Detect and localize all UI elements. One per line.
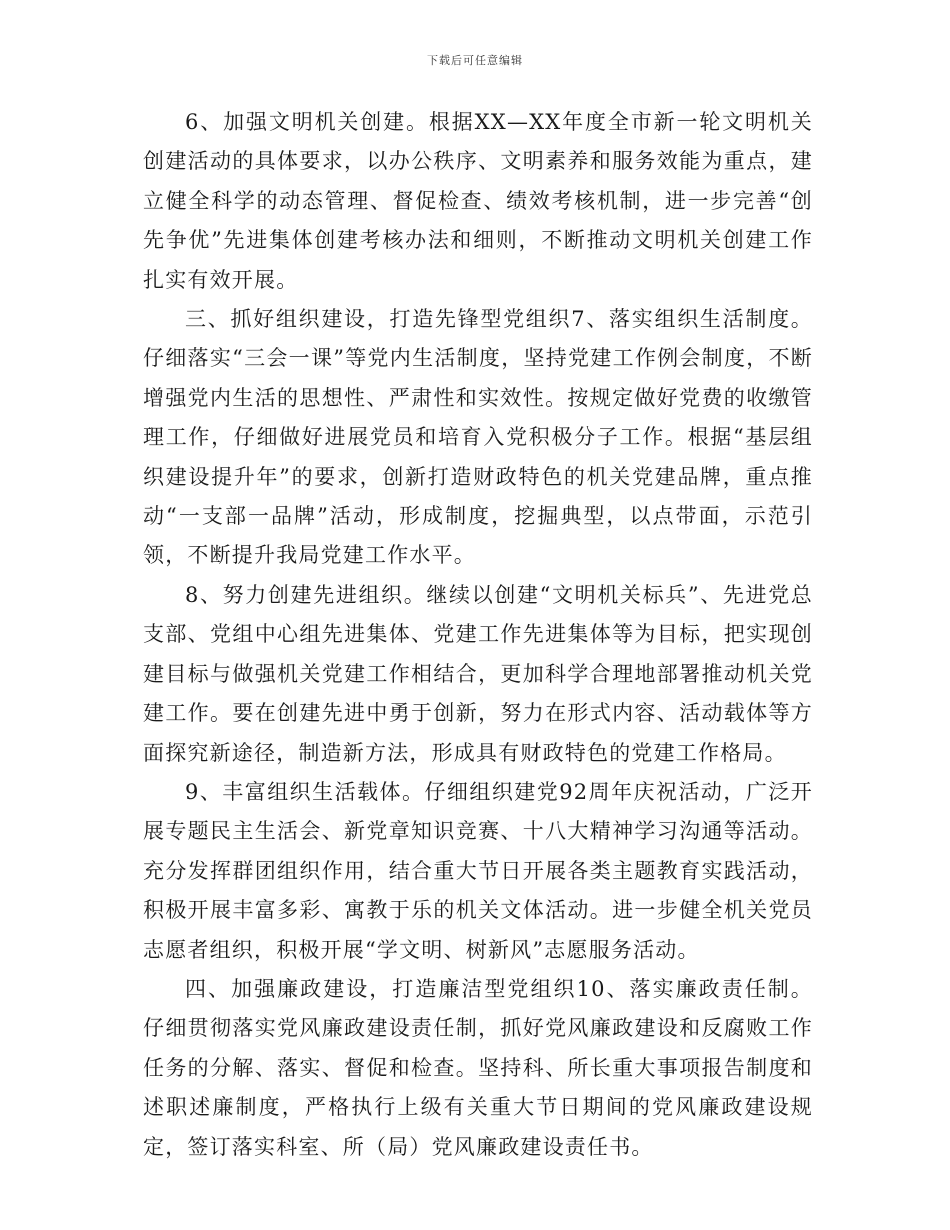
- paragraph-integrity-building: 四、加强廉政建设，打造廉洁型党组织10、落实廉政责任制。仔细贯彻落实党风廉政建设责任制，抓好党风廉政建设和反腐败工作任务的分解、落实、督促和检查。坚持科、所长重大事项报告制度和述职述廉制度，严格执行上级有关重大节日期间的党风廉政建设规定，签订落实科室、所（局）党风廉政建设责任书。: [143, 976, 813, 1159]
- page-header: 下载后可任意编辑: [427, 54, 523, 67]
- document-body: [143, 103, 813, 1167]
- paragraph-organization-activities: 9、丰富组织生活载体。仔细组织建党92周年庆祝活动，广泛开展专题民主生活会、新党章知识竞赛、十八大精神学习沟通等活动。充分发挥群团组织作用，结合重大节日开展各类主题教育实践活动，积极开展丰富多彩、寓教于乐的机关文体活动。进一步健全机关党员志愿者组织，积极开展“学文明、树新风”志愿服务活动。: [143, 779, 813, 962]
- paragraph-advanced-organization: 8、努力创建先进组织。继续以创建“文明机关标兵”、先进党总支部、党组中心组先进集体、党建工作先进集体等为目标，把实现创建目标与做强机关党建工作相结合，更加科学合理地部署推动机关党建工作。要在创建先进中勇于创新，努力在形式内容、活动载体等方面探究新途径，制造新方法，形成具有财政特色的党建工作格局。: [143, 582, 813, 765]
- paragraph-civilized-office: 6、加强文明机关创建。根据XX—XX年度全市新一轮文明机关创建活动的具体要求，以办公秩序、文明素养和服务效能为重点，建立健全科学的动态管理、督促检查、绩效考核机制，进一步完善“创先争优”先进集体创建考核办法和细则，不断推动文明机关创建工作扎实有效开展。: [143, 110, 813, 292]
- paragraph-organization-building: 三、抓好组织建设，打造先锋型党组织7、落实组织生活制度。仔细落实“三会一课”等党内生活制度，坚持党建工作例会制度，不断增强党内生活的思想性、严肃性和实效性。按规定做好党费的收缴管理工作，仔细做好进展党员和培育入党积极分子工作。根据“基层组织建设提升年”的要求，创新打造财政特色的机关党建品牌，重点推动“一支部一品牌”活动，形成制度，挖掘典型，以点带面，示范引领，不断提升我局党建工作水平。: [143, 307, 813, 568]
